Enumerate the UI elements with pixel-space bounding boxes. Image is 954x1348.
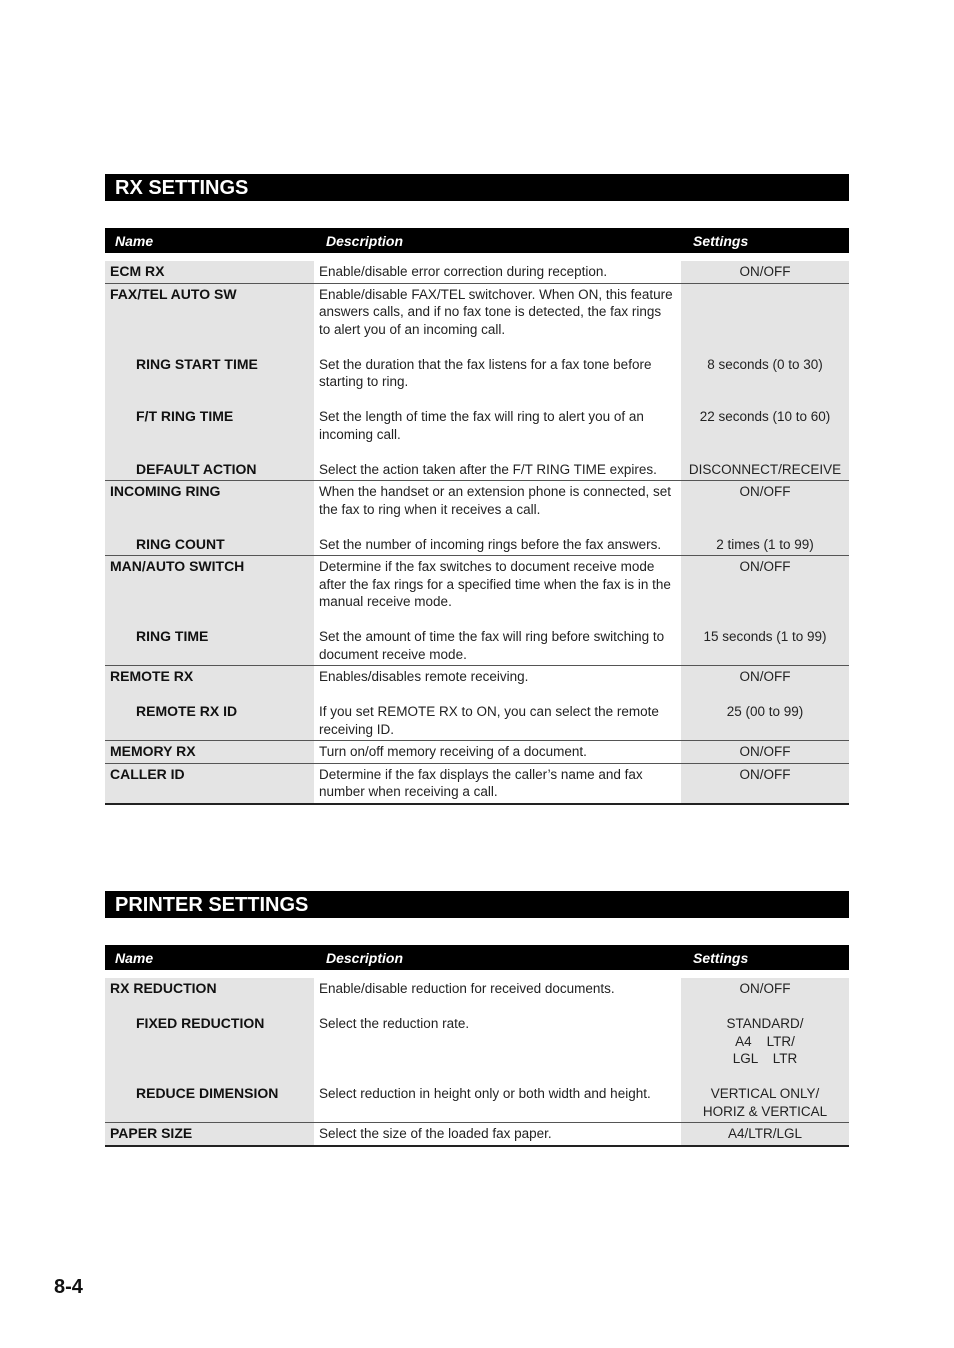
setting-name-cell	[105, 763, 314, 804]
setting-name-cell	[105, 556, 314, 666]
table-row	[105, 261, 849, 283]
setting-description-cell	[314, 261, 681, 283]
setting-value: VERTICAL ONLY/ HORIZ & VERTICAL	[702, 1086, 828, 1119]
setting-description: If you set REMOTE RX to ON, you can select the remote receiving ID.	[319, 704, 659, 737]
setting-name: PAPER SIZE	[110, 1125, 193, 1141]
table-row	[105, 741, 849, 764]
setting-description: Select the size of the loaded fax paper.	[319, 1126, 552, 1141]
setting-value-cell	[681, 741, 849, 764]
setting-value: 22 seconds (10 to 60)	[699, 409, 831, 424]
setting-value: 8 seconds (0 to 30)	[707, 356, 823, 372]
setting-value-cell	[681, 763, 849, 804]
setting-name: REMOTE RX ID	[136, 703, 238, 719]
setting-name: REMOTE RX	[110, 668, 194, 684]
setting-value: ON/OFF	[739, 484, 791, 499]
setting-name: INCOMING RING	[110, 483, 221, 499]
setting-description-cell	[314, 763, 681, 804]
setting-description: Enable/disable reduction for received documents.	[319, 981, 615, 996]
column-header-description: Description	[314, 228, 681, 253]
setting-value: ON/OFF	[739, 264, 791, 279]
setting-description: Enables/disables remote receiving.	[319, 669, 529, 684]
setting-description: Select the action taken after the F/T RING TIME expires.	[319, 461, 657, 477]
setting-name-cell	[105, 261, 314, 283]
setting-description: Select reduction in height only or both width and height.	[319, 1086, 651, 1101]
setting-description: When the handset or an extension phone is connected, set the fax to ring when it receives a call.	[319, 484, 671, 517]
column-header-name: Name	[105, 945, 314, 970]
setting-value: ON/OFF	[739, 559, 791, 574]
rx-settings-title: RX SETTINGS	[105, 174, 849, 201]
setting-value: ON/OFF	[739, 981, 791, 996]
setting-description-cell	[314, 666, 681, 741]
setting-name: MAN/AUTO SWITCH	[110, 558, 245, 574]
setting-description: Enable/disable FAX/TEL switchover. When ON, this feature answers calls, and if no fax tone is detected, the fax rings to alert you of an incoming call.	[319, 286, 673, 337]
setting-name: RING TIME	[136, 628, 209, 644]
setting-description: Enable/disable error correction during reception.	[319, 264, 608, 279]
setting-name: DEFAULT ACTION	[136, 460, 257, 477]
setting-description-cell	[314, 283, 681, 481]
table-row	[105, 481, 849, 556]
setting-name-cell	[105, 666, 314, 741]
setting-value-cell	[681, 283, 849, 481]
setting-name: MEMORY RX	[110, 743, 196, 759]
setting-name: FAX/TEL AUTO SW	[110, 285, 237, 302]
setting-description-cell	[314, 978, 681, 1123]
table-row	[105, 556, 849, 666]
setting-name-cell	[105, 978, 314, 1123]
setting-name: FIXED REDUCTION	[136, 1015, 265, 1031]
setting-value: ON/OFF	[739, 766, 791, 782]
setting-name: RING START TIME	[136, 355, 258, 372]
setting-value	[686, 286, 844, 339]
setting-value: ON/OFF	[739, 669, 791, 684]
setting-description: Set the length of time the fax will ring to alert you of an incoming call.	[319, 409, 644, 442]
printer-settings-title: PRINTER SETTINGS	[105, 891, 849, 918]
setting-description: Set the duration that the fax listens for a fax tone before starting to ring.	[319, 356, 652, 389]
setting-value-cell	[681, 556, 849, 666]
setting-value: DISCONNECT/RECEIVE	[688, 461, 842, 477]
table-row	[105, 1123, 849, 1146]
table-row	[105, 978, 849, 1123]
page-number: 8-4	[54, 1276, 83, 1298]
setting-name: RX REDUCTION	[110, 980, 217, 996]
table-row	[105, 666, 849, 741]
setting-description: Set the number of incoming rings before the fax answers.	[319, 536, 662, 552]
column-header-settings: Settings	[681, 228, 849, 253]
setting-value: 2 times (1 to 99)	[716, 536, 814, 552]
setting-description: Determine if the fax displays the caller’s name and fax number when receiving a call.	[319, 766, 643, 799]
setting-description-cell	[314, 1123, 681, 1146]
setting-value: STANDARD/ A4 LTR/ LGL LTR	[726, 1016, 804, 1066]
setting-description: Turn on/off memory receiving of a document.	[319, 744, 587, 759]
setting-name: F/T RING TIME	[136, 408, 234, 424]
setting-name: CALLER ID	[110, 765, 185, 782]
table-row	[105, 763, 849, 804]
setting-name-cell	[105, 741, 314, 764]
setting-name: ECM RX	[110, 263, 165, 279]
table-row	[105, 283, 849, 481]
column-header-settings: Settings	[681, 945, 849, 970]
setting-description: Select the reduction rate.	[319, 1016, 470, 1031]
setting-value-cell	[681, 261, 849, 283]
setting-value-cell	[681, 666, 849, 741]
setting-description-cell	[314, 741, 681, 764]
setting-name: RING COUNT	[136, 535, 225, 552]
setting-value-cell	[681, 978, 849, 1123]
rx-settings-table	[105, 228, 849, 805]
setting-value: ON/OFF	[739, 744, 791, 759]
setting-name-cell	[105, 1123, 314, 1146]
printer-settings-table	[105, 945, 849, 1147]
setting-description: Determine if the fax switches to document receive mode after the fax rings for a specified time when the fax is in the manual receive mode.	[319, 559, 671, 609]
setting-value: 25 (00 to 99)	[726, 704, 804, 719]
setting-description: Set the amount of time the fax will ring before switching to document receive mode.	[319, 629, 665, 662]
setting-value: A4/LTR/LGL	[727, 1126, 803, 1141]
setting-description-cell	[314, 556, 681, 666]
setting-name: REDUCE DIMENSION	[136, 1085, 279, 1101]
setting-description-cell	[314, 481, 681, 556]
setting-value-cell	[681, 481, 849, 556]
column-header-description: Description	[314, 945, 681, 970]
setting-name-cell	[105, 283, 314, 481]
column-header-name: Name	[105, 228, 314, 253]
setting-value-cell	[681, 1123, 849, 1146]
setting-value: 15 seconds (1 to 99)	[703, 629, 827, 644]
setting-name-cell	[105, 481, 314, 556]
